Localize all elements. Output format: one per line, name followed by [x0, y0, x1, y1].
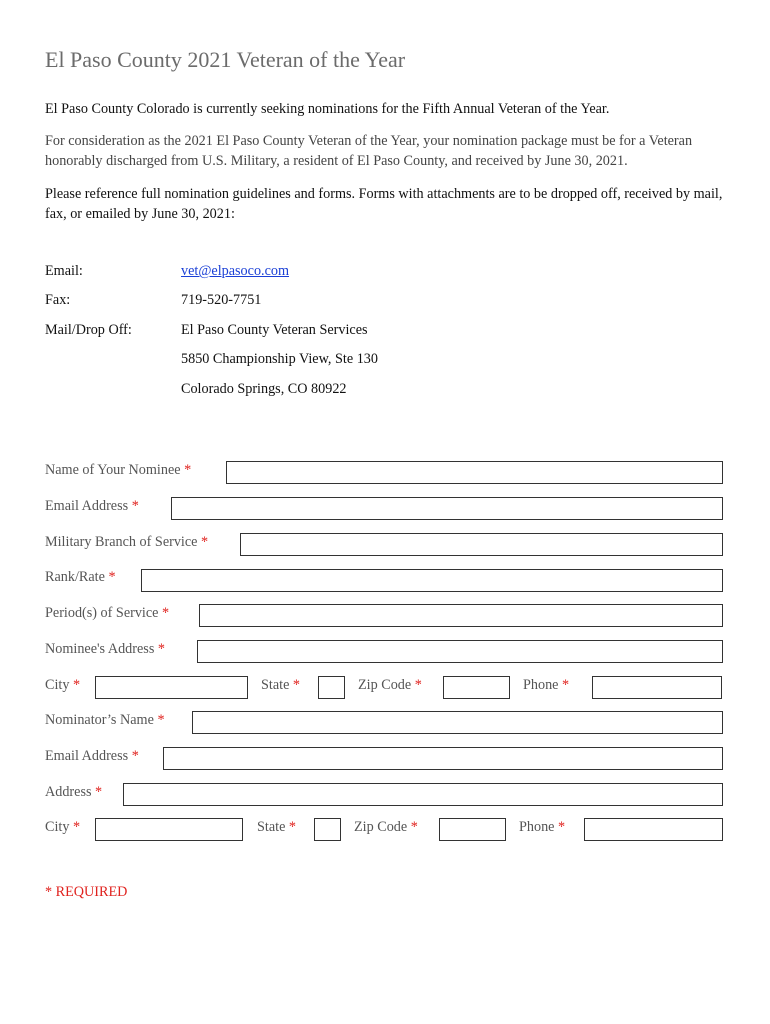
nominee-address-label: Nominee's Address *	[45, 641, 165, 657]
nominator-address-input[interactable]	[123, 783, 723, 806]
email-contact-link[interactable]: vet@elpasoco.com	[181, 263, 290, 279]
nominator-state-input[interactable]	[314, 818, 341, 841]
rank-rate-input[interactable]	[141, 569, 723, 592]
mail-contact-label: Mail/Drop Off:	[45, 322, 132, 338]
military-branch-input[interactable]	[240, 533, 723, 556]
nominator-phone-label: Phone *	[519, 819, 566, 835]
consideration-text: For consideration as the 2021 El Paso County Veteran of the Year, your nomination package must be for a Veteran honorably discharged from U.S. Military, a resident of El Paso County, and received by June 30, 2021.	[45, 133, 693, 169]
nominator-email-label: Email Address *	[45, 748, 139, 764]
nominator-name-label: Nominator’s Name *	[45, 712, 165, 728]
nominee-address-input[interactable]	[197, 640, 723, 663]
nominee-city-input[interactable]	[95, 676, 248, 699]
military-branch-label: Military Branch of Service *	[45, 534, 209, 550]
nominee-city-label: City *	[45, 677, 81, 693]
nominee-state-label: State *	[261, 677, 301, 693]
nominator-city-input[interactable]	[95, 818, 243, 841]
rank-rate-label: Rank/Rate *	[45, 569, 116, 585]
nominee-email-input[interactable]	[171, 497, 723, 520]
nominator-name-input[interactable]	[192, 711, 723, 734]
intro-text: El Paso County Colorado is currently seeking nominations for the Fifth Annual Veteran of the Year.	[45, 101, 610, 117]
nominee-email-label: Email Address *	[45, 498, 139, 514]
fax-contact-value: 719-520-7751	[181, 292, 262, 308]
nominator-email-input[interactable]	[163, 747, 723, 770]
nominator-zip-label: Zip Code *	[354, 819, 418, 835]
email-contact-label: Email:	[45, 263, 83, 279]
nominator-zip-input[interactable]	[439, 818, 506, 841]
mail-address-line3: Colorado Springs, CO 80922	[181, 381, 347, 397]
nominee-state-input[interactable]	[318, 676, 345, 699]
nominee-name-label: Name of Your Nominee *	[45, 462, 192, 478]
nominator-city-label: City *	[45, 819, 81, 835]
nominator-phone-input[interactable]	[584, 818, 723, 841]
nominator-address-label: Address *	[45, 784, 103, 800]
nominee-phone-input[interactable]	[592, 676, 722, 699]
page-title: El Paso County 2021 Veteran of the Year	[45, 47, 406, 72]
nominee-zip-label: Zip Code *	[358, 677, 422, 693]
period-service-label: Period(s) of Service *	[45, 605, 170, 621]
mail-address-line1: El Paso County Veteran Services	[181, 322, 368, 338]
nominee-phone-label: Phone *	[523, 677, 570, 693]
nominee-name-input[interactable]	[226, 461, 723, 484]
mail-address-line2: 5850 Championship View, Ste 130	[181, 351, 378, 367]
nominee-zip-input[interactable]	[443, 676, 510, 699]
nominator-state-label: State *	[257, 819, 297, 835]
fax-contact-label: Fax:	[45, 292, 71, 308]
period-service-input[interactable]	[199, 604, 723, 627]
reference-text: Please reference full nomination guidelines and forms. Forms with attachments are to be dropped off, received by mail, fax, or emailed by June 30, 2021:	[45, 186, 723, 222]
required-note: * REQUIRED	[45, 884, 128, 900]
